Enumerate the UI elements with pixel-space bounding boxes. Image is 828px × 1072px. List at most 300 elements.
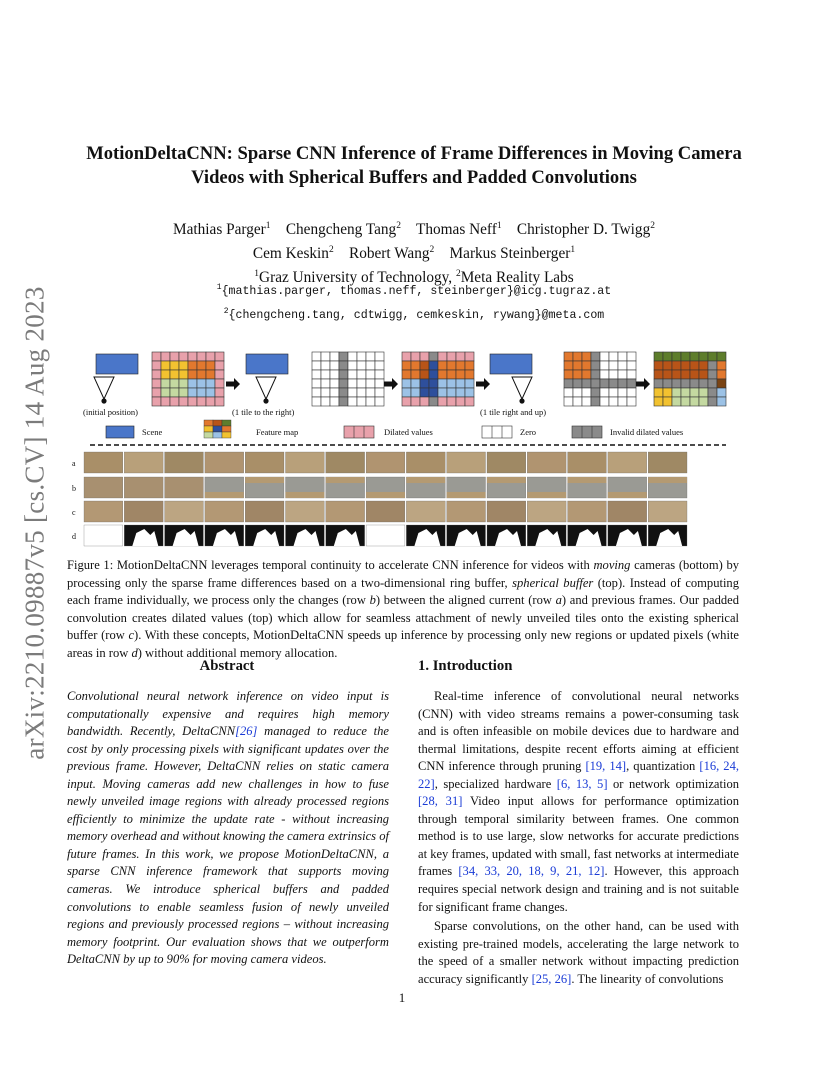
- grid-cell: [456, 379, 465, 388]
- grid-cell: [456, 370, 465, 379]
- grid-cell: [179, 370, 188, 379]
- grid-cell: [215, 397, 224, 406]
- grid-cell: [591, 352, 600, 361]
- grid-cell: [690, 370, 699, 379]
- frame-thumbnail: [366, 525, 405, 546]
- citation-link[interactable]: [26]: [235, 724, 258, 739]
- grid-cell: [708, 379, 717, 388]
- grid-cell: [582, 379, 591, 388]
- arrow-3: [476, 378, 490, 390]
- grid-cell: [708, 388, 717, 397]
- author-line-2: Cem Keskin$^2$ Robert Wang$^2$ Markus Steinberger$^1$: [252, 245, 576, 263]
- frame-new-region: [447, 492, 486, 498]
- grid-cell: [348, 379, 357, 388]
- grid-cell: [708, 397, 717, 406]
- grid-cell: [627, 397, 636, 406]
- frame-thumbnail: [447, 501, 486, 522]
- grid-cell: [447, 361, 456, 370]
- grid-cell: [618, 397, 627, 406]
- frame-thumbnail: [124, 477, 163, 498]
- page-number: 1: [398, 990, 406, 1005]
- legend-dilated-swatch: [344, 426, 374, 438]
- grid-cell: [357, 379, 366, 388]
- feature-map-3: [402, 352, 474, 406]
- grid-cell: [573, 397, 582, 406]
- citation-link[interactable]: [25, 26]: [531, 971, 572, 986]
- grid-cell: [375, 379, 384, 388]
- grid-cell: [179, 352, 188, 361]
- frame-new-region: [406, 477, 445, 483]
- citation-link[interactable]: [16, 24, 22]: [418, 759, 739, 791]
- grid-cell: [438, 361, 447, 370]
- grid-cell: [339, 361, 348, 370]
- grid-cell: [717, 352, 726, 361]
- feature-map-4: [564, 352, 636, 406]
- grid-cell: [197, 397, 206, 406]
- frame-thumbnail: [406, 452, 445, 473]
- grid-cell: [375, 361, 384, 370]
- grid-cell: [672, 379, 681, 388]
- frame-new-region: [366, 492, 405, 498]
- grid-cell: [366, 379, 375, 388]
- grid-cell: [663, 361, 672, 370]
- frame-thumbnail: [205, 501, 244, 522]
- frame-thumbnail: [286, 501, 325, 522]
- grid-cell: [564, 370, 573, 379]
- scene-box-2: [246, 354, 288, 374]
- grid-cell: [188, 388, 197, 397]
- grid-cell: [708, 370, 717, 379]
- grid-cell: [375, 352, 384, 361]
- grid-cell: [206, 361, 215, 370]
- grid-cell: [573, 352, 582, 361]
- grid-cell: [465, 370, 474, 379]
- row-label-d: d: [72, 532, 76, 541]
- grid-cell: [627, 361, 636, 370]
- grid-cell: [357, 361, 366, 370]
- citation-link[interactable]: [19, 14]: [585, 759, 627, 774]
- arrow-1: [226, 378, 240, 390]
- grid-cell: [690, 397, 699, 406]
- grid-cell: [663, 397, 672, 406]
- legend-featuremap-cell: [213, 420, 222, 426]
- grid-cell: [609, 388, 618, 397]
- grid-cell: [582, 370, 591, 379]
- grid-cell: [330, 361, 339, 370]
- arxiv-watermark: arXiv:2210.09887v5 [cs.CV] 14 Aug 2023: [19, 286, 50, 760]
- grid-cell: [609, 361, 618, 370]
- camera-icon-3-body: [519, 398, 524, 403]
- grid-cell: [564, 352, 573, 361]
- grid-cell: [330, 370, 339, 379]
- grid-cell: [573, 388, 582, 397]
- frame-thumbnail: [608, 452, 647, 473]
- grid-cell: [170, 388, 179, 397]
- grid-cell: [179, 361, 188, 370]
- grid-cell: [717, 388, 726, 397]
- grid-cell: [438, 388, 447, 397]
- grid-cell: [627, 370, 636, 379]
- grid-cell: [348, 388, 357, 397]
- legend-featuremap-label: Feature map: [256, 427, 299, 437]
- grid-cell: [366, 370, 375, 379]
- grid-cell: [339, 397, 348, 406]
- grid-cell: [312, 388, 321, 397]
- figure-caption: Figure 1: MotionDeltaCNN leverages temporal continuity to accelerate CNN inference for videos with moving cameras (bottom) by processing only the sparse frame differences based on a two-dimensional ring buffer, spherical buffer (top). Instead of computing each frame individually, we process only the changes (row b) between the aligned current (row a) and previous frames. Our padded convolution creates dilated values (top) which allow for seamless attachment of newly unveiled tiles onto the existing spherical buffer (row c). With these concepts, MotionDeltaCNN speeds up inference by processing only new regions or updated pixels (white areas in row d) without additional memory allocation.: [67, 558, 739, 660]
- grid-cell: [366, 352, 375, 361]
- grid-cell: [672, 370, 681, 379]
- grid-cell: [447, 352, 456, 361]
- grid-cell: [609, 370, 618, 379]
- frame-thumbnail: [165, 452, 204, 473]
- grid-cell: [411, 361, 420, 370]
- grid-cell: [600, 388, 609, 397]
- arrow-2: [384, 378, 398, 390]
- legend-featuremap-cell: [222, 420, 231, 426]
- grid-cell: [161, 388, 170, 397]
- grid-cell: [447, 388, 456, 397]
- grid-cell: [690, 379, 699, 388]
- grid-cell: [447, 370, 456, 379]
- grid-cell: [411, 352, 420, 361]
- grid-cell: [152, 379, 161, 388]
- grid-cell: [312, 370, 321, 379]
- grid-cell: [357, 352, 366, 361]
- frame-thumbnail: [527, 501, 566, 522]
- grid-cell: [161, 397, 170, 406]
- grid-cell: [699, 352, 708, 361]
- grid-cell: [690, 352, 699, 361]
- intro-paragraph-2: Sparse convolutions, on the other hand, can be used with existing pre-trained models, accelerating the large network to the speed of a smaller network without impacting prediction accuracy significantly [25, 26]. The linearity of convolutions: [418, 919, 739, 986]
- grid-cell: [618, 361, 627, 370]
- affiliations: $^1$Graz University of Technology, $^2$Meta Reality Labs: [254, 269, 574, 287]
- camera-icon-3-cone: [512, 377, 532, 399]
- grid-cell: [152, 352, 161, 361]
- grid-cell: [609, 397, 618, 406]
- frame-thumbnail: [527, 452, 566, 473]
- legend-zero-label: Zero: [520, 427, 537, 437]
- frame-thumbnail: [84, 525, 123, 546]
- grid-cell: [690, 361, 699, 370]
- title-line-1: MotionDeltaCNN: Sparse CNN Inference of Frame Differences in Moving Camera: [86, 143, 742, 164]
- frame-thumbnail: [245, 452, 284, 473]
- step-label-initial: (initial position): [83, 407, 139, 417]
- frame-new-region: [245, 477, 284, 483]
- grid-cell: [330, 352, 339, 361]
- feature-map-5: [654, 352, 726, 406]
- citation-link[interactable]: [6, 13, 5]: [556, 776, 608, 791]
- author-line-1: Mathias Parger$^1$ Chengcheng Tang$^2$ Thomas Neff$^1$ Christopher D. Twigg$^2$: [173, 221, 655, 239]
- grid-cell: [429, 379, 438, 388]
- grid-cell: [348, 370, 357, 379]
- frame-thumbnail: [568, 501, 607, 522]
- grid-cell: [375, 397, 384, 406]
- grid-cell: [456, 397, 465, 406]
- grid-cell: [357, 370, 366, 379]
- grid-cell: [618, 370, 627, 379]
- grid-cell: [152, 397, 161, 406]
- grid-cell: [600, 397, 609, 406]
- grid-cell: [411, 379, 420, 388]
- feature-map-2: [312, 352, 384, 406]
- email-line-1: $^1${mathias.parger, thomas.neff, steinberger}@icg.tugraz.at: [216, 283, 612, 298]
- grid-cell: [197, 370, 206, 379]
- grid-cell: [663, 352, 672, 361]
- grid-cell: [627, 388, 636, 397]
- grid-cell: [402, 361, 411, 370]
- grid-cell: [618, 352, 627, 361]
- frame-thumbnail: [165, 477, 204, 498]
- grid-cell: [170, 352, 179, 361]
- grid-cell: [321, 352, 330, 361]
- grid-cell: [188, 370, 197, 379]
- legend-scene-swatch: [106, 426, 134, 438]
- legend-featuremap-cell: [213, 426, 222, 432]
- step-label-right-up: (1 tile right and up): [480, 407, 547, 417]
- grid-cell: [312, 352, 321, 361]
- grid-cell: [321, 370, 330, 379]
- legend-dilated-label: Dilated values: [384, 427, 433, 437]
- grid-cell: [429, 361, 438, 370]
- grid-cell: [591, 397, 600, 406]
- grid-cell: [618, 379, 627, 388]
- frame-thumbnail: [648, 501, 687, 522]
- grid-cell: [591, 370, 600, 379]
- grid-cell: [609, 379, 618, 388]
- grid-cell: [438, 352, 447, 361]
- grid-cell: [600, 370, 609, 379]
- grid-cell: [717, 379, 726, 388]
- grid-cell: [420, 379, 429, 388]
- citation-link[interactable]: [34, 33, 20, 18, 9, 21, 12]: [458, 864, 605, 879]
- grid-cell: [564, 361, 573, 370]
- frame-new-region: [286, 492, 325, 498]
- grid-cell: [465, 397, 474, 406]
- frame-thumbnail: [447, 452, 486, 473]
- grid-cell: [321, 397, 330, 406]
- grid-cell: [402, 370, 411, 379]
- legend-zero-swatch: [482, 426, 512, 438]
- grid-cell: [215, 361, 224, 370]
- grid-cell: [672, 388, 681, 397]
- grid-cell: [179, 388, 188, 397]
- grid-cell: [681, 397, 690, 406]
- frame-thumbnail: [487, 452, 526, 473]
- frame-thumbnail: [487, 501, 526, 522]
- grid-cell: [663, 370, 672, 379]
- grid-cell: [654, 379, 663, 388]
- frame-new-region: [326, 477, 365, 483]
- grid-cell: [161, 379, 170, 388]
- grid-cell: [717, 361, 726, 370]
- grid-cell: [465, 352, 474, 361]
- arrow-4: [636, 378, 650, 390]
- camera-icon-1-body: [101, 398, 106, 403]
- frame-new-region: [487, 477, 526, 483]
- legend-featuremap-cell: [204, 420, 213, 426]
- frame-new-region: [608, 492, 647, 498]
- grid-cell: [591, 361, 600, 370]
- grid-cell: [564, 388, 573, 397]
- grid-cell: [618, 388, 627, 397]
- grid-cell: [197, 352, 206, 361]
- grid-cell: [375, 370, 384, 379]
- grid-cell: [654, 361, 663, 370]
- grid-cell: [366, 361, 375, 370]
- grid-cell: [420, 361, 429, 370]
- camera-icon-1-cone: [94, 377, 114, 399]
- grid-cell: [456, 361, 465, 370]
- row-label-a: a: [72, 459, 76, 468]
- grid-cell: [402, 397, 411, 406]
- grid-cell: [582, 397, 591, 406]
- grid-cell: [339, 352, 348, 361]
- grid-cell: [357, 397, 366, 406]
- grid-cell: [699, 379, 708, 388]
- legend-scene-label: Scene: [142, 427, 163, 437]
- grid-cell: [654, 397, 663, 406]
- grid-cell: [681, 361, 690, 370]
- grid-cell: [188, 397, 197, 406]
- grid-cell: [681, 370, 690, 379]
- grid-cell: [312, 397, 321, 406]
- grid-cell: [708, 361, 717, 370]
- grid-cell: [197, 379, 206, 388]
- frame-thumbnail: [326, 501, 365, 522]
- grid-cell: [330, 388, 339, 397]
- grid-cell: [456, 388, 465, 397]
- legend-invalid-label: Invalid dilated values: [610, 427, 684, 437]
- grid-cell: [582, 352, 591, 361]
- grid-cell: [375, 388, 384, 397]
- grid-cell: [429, 388, 438, 397]
- grid-cell: [627, 379, 636, 388]
- frame-thumbnail: [568, 452, 607, 473]
- grid-cell: [672, 397, 681, 406]
- frame-new-region: [205, 492, 244, 498]
- grid-cell: [420, 352, 429, 361]
- feature-map-1: [152, 352, 224, 406]
- grid-cell: [591, 379, 600, 388]
- grid-cell: [188, 379, 197, 388]
- grid-cell: [411, 388, 420, 397]
- grid-cell: [312, 361, 321, 370]
- scene-box-1: [96, 354, 138, 374]
- grid-cell: [447, 397, 456, 406]
- grid-cell: [429, 370, 438, 379]
- step-label-right: (1 tile to the right): [232, 407, 295, 417]
- grid-cell: [161, 370, 170, 379]
- grid-cell: [465, 388, 474, 397]
- figure-1: [66, 344, 746, 554]
- grid-cell: [465, 361, 474, 370]
- grid-cell: [321, 361, 330, 370]
- grid-cell: [152, 361, 161, 370]
- frame-thumbnail: [84, 452, 123, 473]
- frame-thumbnail: [165, 501, 204, 522]
- grid-cell: [654, 388, 663, 397]
- frame-thumbnail: [366, 452, 405, 473]
- legend-featuremap-cell: [213, 432, 222, 438]
- grid-cell: [411, 397, 420, 406]
- grid-cell: [188, 361, 197, 370]
- grid-cell: [161, 361, 170, 370]
- frame-thumbnail: [648, 452, 687, 473]
- grid-cell: [411, 370, 420, 379]
- introduction-heading: 1. Introduction: [418, 658, 513, 674]
- grid-cell: [600, 361, 609, 370]
- grid-cell: [179, 379, 188, 388]
- grid-cell: [654, 352, 663, 361]
- legend-invalid-swatch: [572, 426, 602, 438]
- grid-cell: [600, 379, 609, 388]
- frame-thumbnail: [286, 452, 325, 473]
- grid-cell: [170, 397, 179, 406]
- grid-cell: [573, 370, 582, 379]
- frame-thumbnail: [205, 452, 244, 473]
- grid-cell: [438, 370, 447, 379]
- grid-cell: [215, 379, 224, 388]
- grid-cell: [429, 397, 438, 406]
- grid-cell: [609, 352, 618, 361]
- grid-cell: [573, 361, 582, 370]
- grid-cell: [663, 388, 672, 397]
- grid-cell: [456, 352, 465, 361]
- legend-featuremap-cell: [222, 426, 231, 432]
- grid-cell: [699, 361, 708, 370]
- grid-cell: [170, 361, 179, 370]
- citation-link[interactable]: [28, 31]: [418, 794, 463, 809]
- frame-thumbnail: [124, 452, 163, 473]
- grid-cell: [402, 379, 411, 388]
- grid-cell: [330, 379, 339, 388]
- grid-cell: [206, 370, 215, 379]
- legend-featuremap-cell: [204, 426, 213, 432]
- grid-cell: [215, 352, 224, 361]
- grid-cell: [339, 370, 348, 379]
- grid-cell: [206, 379, 215, 388]
- grid-cell: [672, 361, 681, 370]
- grid-cell: [672, 352, 681, 361]
- grid-cell: [681, 379, 690, 388]
- grid-cell: [582, 388, 591, 397]
- grid-cell: [357, 388, 366, 397]
- grid-cell: [447, 379, 456, 388]
- frame-thumbnail: [406, 501, 445, 522]
- grid-cell: [663, 379, 672, 388]
- grid-cell: [465, 379, 474, 388]
- paper-title: [60, 142, 768, 190]
- frame-thumbnail: [326, 452, 365, 473]
- frame-thumbnail: [124, 501, 163, 522]
- email-line-2: $^2${chengcheng.tang, cdtwigg, cemkeskin, rywang}@meta.com: [223, 306, 605, 322]
- frame-new-region: [568, 477, 607, 483]
- scene-box-3: [490, 354, 532, 374]
- grid-cell: [429, 352, 438, 361]
- grid-cell: [654, 370, 663, 379]
- grid-cell: [681, 352, 690, 361]
- grid-cell: [197, 361, 206, 370]
- title-line-2: Videos with Spherical Buffers and Padded Convolutions: [191, 167, 637, 188]
- frame-new-region: [648, 477, 687, 483]
- grid-cell: [438, 397, 447, 406]
- frame-thumbnail: [366, 501, 405, 522]
- grid-cell: [179, 397, 188, 406]
- grid-cell: [348, 352, 357, 361]
- grid-cell: [699, 370, 708, 379]
- row-label-c: c: [72, 508, 76, 517]
- grid-cell: [339, 388, 348, 397]
